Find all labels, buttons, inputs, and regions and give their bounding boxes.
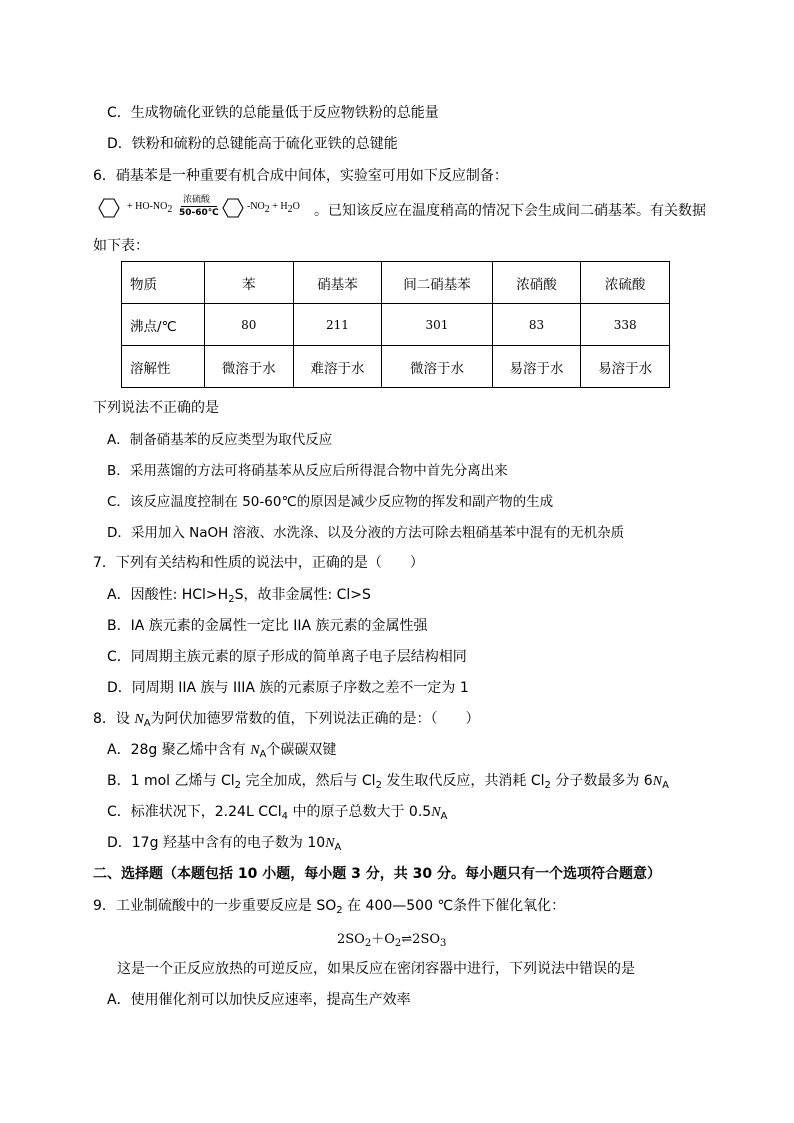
- q9-stem: 9．工业制硫酸中的一步重要反应是 $SO_2$ 在 400—500 ℃条件下催化氧化：: [93, 898, 566, 916]
- table-cell: 338: [581, 304, 670, 346]
- table-cell: 211: [293, 304, 382, 346]
- q7-option-b: B．IA 族元素的金属性一定比 IIA 族元素的金属性强: [107, 618, 428, 634]
- table-cell: 微溶于水: [205, 346, 294, 388]
- q7-stem: 7．下列有关结构和性质的说法中，正确的是（ ）: [93, 555, 424, 571]
- q6-option-b: B．采用蒸馏的方法可将硝基苯从反应后所得混合物中首先分离出来: [107, 463, 508, 479]
- eq-product: -NO: [247, 201, 265, 212]
- q6-stem-continued: 。已知该反应在温度稍高的情况下会生成间二硝基苯。有关数据: [314, 203, 706, 219]
- table-cell: 83: [492, 304, 581, 346]
- q8-option-a: A．28g 聚乙烯中含有 $N_A$个碳碳双键: [107, 742, 337, 760]
- q6-option-c: C．该反应温度控制在 50-60℃的原因是减少反应物的挥发和副产物的生成: [107, 494, 554, 510]
- q6-stem-continued-2: 如下表：: [93, 238, 149, 254]
- table-cell: 物质: [122, 262, 205, 304]
- table-cell: 硝基苯: [293, 262, 382, 304]
- q6-question: 下列说法不正确的是: [93, 400, 219, 416]
- q8-stem: 8．设 $N_A$为阿伏加德罗常数的值，下列说法正确的是：（ ）: [93, 711, 480, 729]
- table-cell: 易溶于水: [492, 346, 581, 388]
- q8-option-c: C．标准状况下，2.24L CCl$_4$ 中的原子总数大于 $0.5N_A$: [107, 804, 448, 822]
- table-cell: 易溶于水: [581, 346, 670, 388]
- table-cell: 301: [382, 304, 492, 346]
- q6-data-table: [121, 261, 670, 388]
- q6-option-a: A．制备硝基苯的反应类型为取代反应: [107, 432, 333, 448]
- benzene-ring-icon: [93, 196, 125, 220]
- table-cell: 沸点/℃: [122, 304, 205, 346]
- q9-description: 这是一个正反应放热的可逆反应，如果反应在密闭容器中进行，下列说法中错误的是: [117, 961, 635, 977]
- table-cell: 难溶于水: [293, 346, 382, 388]
- q9-equation: $2SO_2+O_2\rightleftharpoons 2SO_3$: [337, 932, 447, 949]
- q7-option-a: A．因酸性: $HCl>H_2S$，故非金属性: Cl>S: [107, 587, 371, 605]
- eq-reagent: + HO-NO: [127, 201, 168, 212]
- table-header-row: [122, 262, 670, 304]
- table-cell: 浓硫酸: [581, 262, 670, 304]
- q6-option-d: D．采用加入 NaOH 溶液、水洗涤、以及分液的方法可除去粗硝基苯中混有的无机杂质: [107, 525, 625, 541]
- q8-option-d: D．17g 羟基中含有的电子数为 $10N_A$: [107, 835, 342, 853]
- table-row: [122, 346, 670, 388]
- q8-option-b: B．1 mol 乙烯与 $Cl_2$ 完全加成，然后与 $Cl_2$ 发生取代反应，共消耗 $Cl_2$ 分子数最多为 $6N_A$: [107, 773, 669, 791]
- eq-water: + H: [272, 201, 288, 212]
- benzene-ring-icon: [217, 196, 249, 220]
- table-cell: 苯: [205, 262, 294, 304]
- eq-temperature: 50-60℃: [179, 208, 219, 218]
- table-row: [122, 304, 670, 346]
- table-cell: 浓硝酸: [492, 262, 581, 304]
- eq-arrow-line: [181, 206, 217, 207]
- table-cell: 间二硝基苯: [382, 262, 492, 304]
- q9-option-a: A．使用催化剂可以加快反应速率，提高生产效率: [107, 992, 411, 1008]
- q5-option-d: D．铁粉和硫粉的总键能高于硫化亚铁的总键能: [107, 136, 398, 152]
- table-cell: 80: [205, 304, 294, 346]
- table-cell: 溶解性: [122, 346, 205, 388]
- eq-catalyst: 浓硫酸: [183, 195, 211, 205]
- q7-option-d: D．同周期 IIA 族与 IIIA 族的元素原子序数之差不一定为 1: [107, 680, 469, 696]
- section-2-heading: 二、选择题（本题包括 10 小题，每小题 3 分，共 30 分。每小题只有一个选项符合题意）: [93, 866, 661, 882]
- q6-stem: 6．硝基苯是一种重要有机合成中间体，实验室可用如下反应制备：: [93, 168, 508, 184]
- q5-option-c: C．生成物硫化亚铁的总能量低于反应物铁粉的总能量: [107, 105, 439, 121]
- q7-option-c: C．同周期主族元素的原子形成的简单离子电子层结构相同: [107, 649, 467, 665]
- table-cell: 微溶于水: [382, 346, 492, 388]
